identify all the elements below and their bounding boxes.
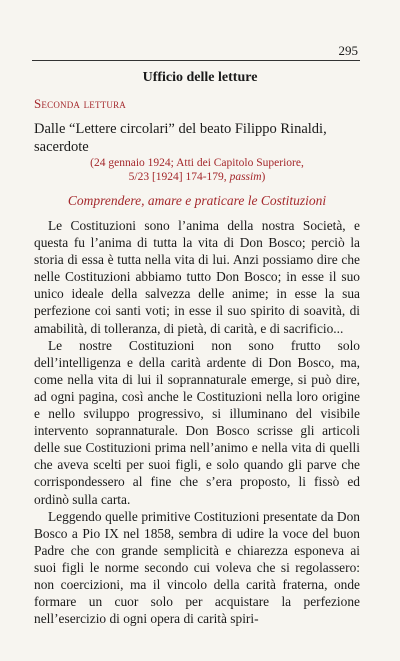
- source-line-2-prefix: 5/23 [1924] 174-179,: [128, 171, 230, 183]
- paragraph-2: Le nostre Costituzioni non sono frutto solo dell’intelligenza e della carità ardente di Don Bosco, ma, come nella vita di lui il soprannaturale emerge, si può dire, ad ogni pagina, così anche le Costituzioni nella loro origine e nello sviluppo progressivo, si illuminano del visibile intervento soprannaturale. Don Bosco scrisse gli articoli delle sue Costituzioni prima nell’animo e nella vita di quelli che aveva scelti per suoi figli, e solo quando gli parve che corrispondessero al fine che s’era proposto, li fissò ed ordinò sulla carta.: [34, 337, 360, 507]
- office-title: Ufficio delle letture: [142, 70, 258, 85]
- reading-label: Seconda lettura: [34, 96, 126, 111]
- source-citation: [34, 156, 360, 184]
- source-passim: passim: [229, 171, 262, 183]
- header-rule: [32, 60, 360, 61]
- paragraph-1: Le Costituzioni sono l’anima della nostra Società, e questa fu l’anima di tutta la vita di Don Bosco; perciò la storia di essa è tutta nella vita di lui. Anzi possiamo dire che nelle Costituzioni abbiamo tutto Don Bosco; in esse il suo unico ideale della salvezza delle anime; in esse la sua perfezione coi santi voti; in esse il suo spirito di soavità, di amabilità, di tolleranza, di pietà, di carità, e di sacrificio...: [34, 218, 360, 336]
- source-line-1: (24 gennaio 1924; Atti dei Capitolo Superiore,: [90, 157, 304, 169]
- reading-subtitle: Comprendere, amare e praticare le Costituzioni: [67, 193, 327, 208]
- page-number: 295: [338, 43, 358, 58]
- author-line: Dalle “Lettere circolari” del beato Filippo Rinaldi, sacerdote: [34, 121, 327, 155]
- paragraph-3: Leggendo quelle primitive Costituzioni presentate da Don Bosco a Pio IX nel 1858, sembra di udire la voce del buon Padre che con grande semplicità e chiarezza esponeva ai suoi figli le norme secondo cui voleva che si regolassero: non coercizioni, ma il vincolo della carità fraterna, onde formare un cuor solo per acquistare la perfezione nell’esercizio di ogni opera di carità spiri-: [34, 508, 360, 627]
- source-line-2-suffix: ): [261, 171, 266, 183]
- reading-body: [34, 217, 360, 627]
